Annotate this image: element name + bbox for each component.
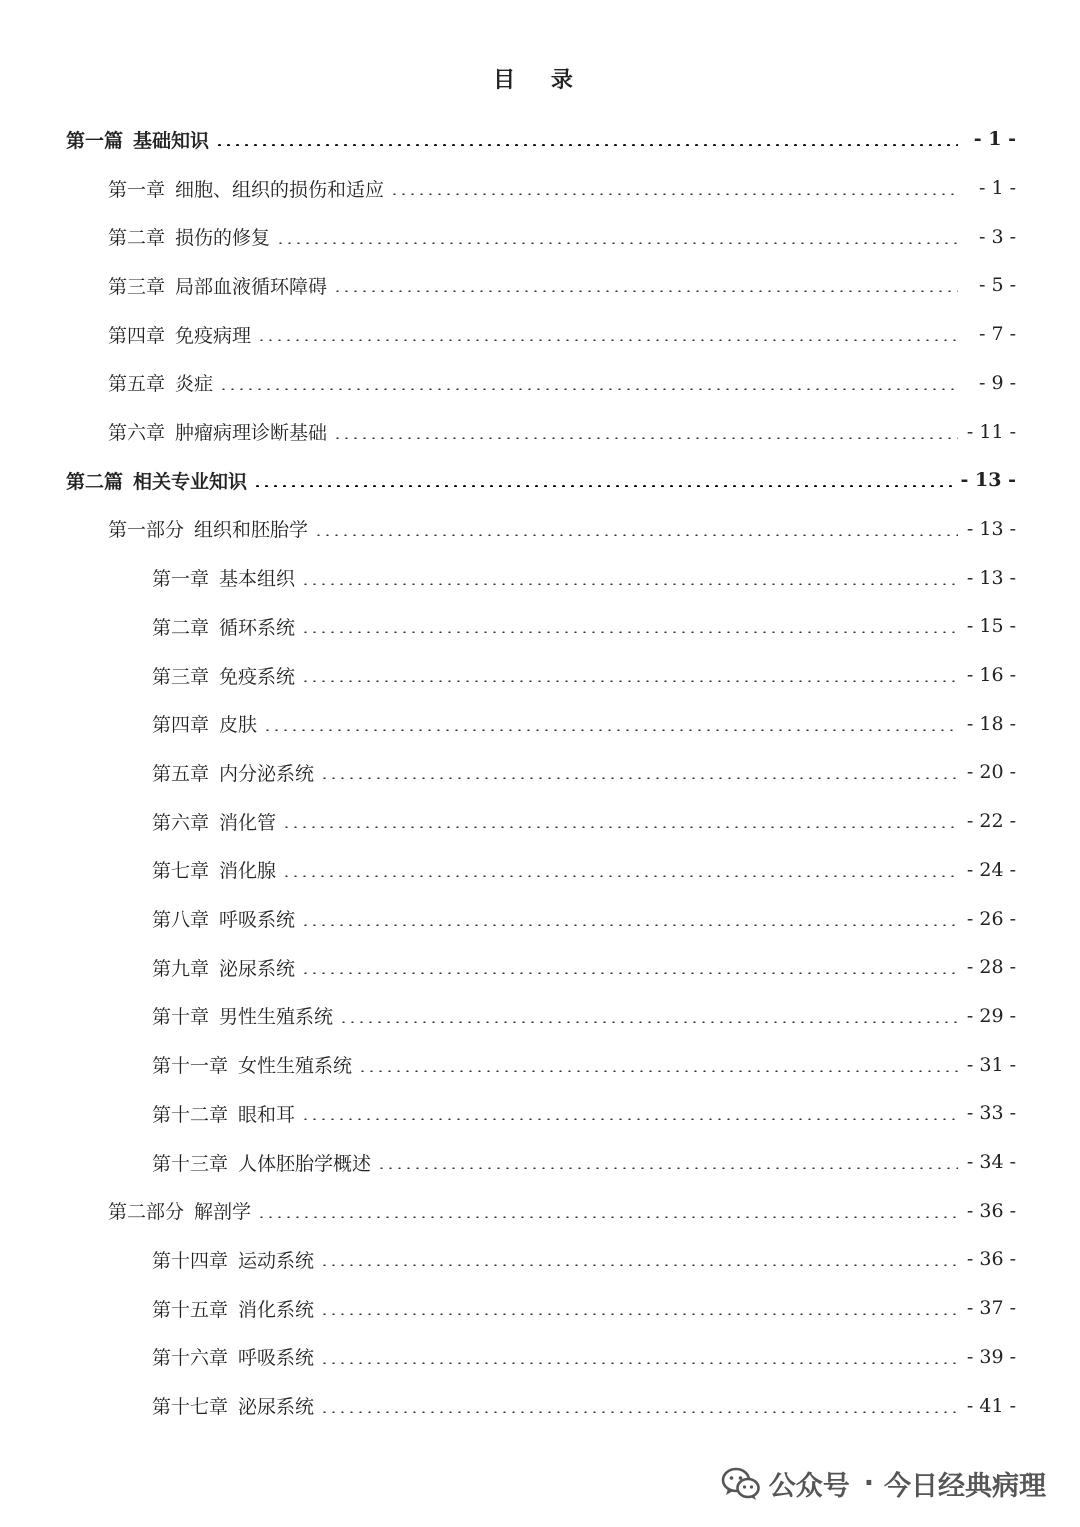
toc-entry-text: 循环系统 — [219, 616, 296, 639]
toc-entry-number: 第八章 — [152, 909, 210, 932]
toc-entry-text: 肿瘤病理诊断基础 — [175, 422, 328, 445]
toc-entry-number: 第十三章 — [152, 1152, 229, 1175]
toc-page-number: - 13 - — [960, 469, 1016, 492]
toc-entry-title — [152, 1100, 295, 1127]
toc-entry-text: 消化系统 — [238, 1298, 315, 1321]
toc-entry-title — [152, 1392, 314, 1419]
dot-leader — [333, 290, 958, 292]
toc-entry-number: 第六章 — [152, 811, 210, 834]
toc-entry[interactable] — [152, 602, 1016, 651]
toc-entry[interactable] — [152, 1040, 1016, 1089]
toc-entry[interactable] — [108, 261, 1016, 310]
toc-page-number: - 20 - — [966, 761, 1016, 784]
toc-entry[interactable] — [66, 115, 1016, 164]
toc-entry-text: 炎症 — [175, 373, 214, 396]
toc-entry-number: 第五章 — [152, 762, 210, 785]
toc-entry-number: 第二部分 — [108, 1201, 185, 1224]
toc-entry-text: 呼吸系统 — [219, 909, 296, 932]
toc-entry-text: 解剖学 — [194, 1201, 252, 1224]
toc-entry-number: 第二章 — [152, 616, 210, 639]
toc-entry-text: 基本组织 — [219, 568, 296, 591]
toc-entry-title — [152, 564, 295, 591]
dot-leader — [253, 485, 955, 487]
toc-entry[interactable] — [152, 1089, 1016, 1138]
toc-page-number: - 15 - — [966, 615, 1016, 638]
toc-entry-title — [152, 1343, 314, 1370]
dot-leader — [320, 1313, 958, 1315]
toc-entry-title — [66, 467, 247, 494]
toc-entry[interactable] — [152, 651, 1016, 700]
toc-entry-text: 眼和耳 — [238, 1103, 296, 1126]
dot-leader — [282, 875, 958, 877]
toc-entry[interactable] — [152, 846, 1016, 895]
toc-page-number: - 28 - — [966, 956, 1016, 979]
dot-leader — [314, 534, 958, 536]
toc-entry-number: 第十一章 — [152, 1055, 229, 1078]
toc-page-number: - 7 - — [978, 323, 1016, 346]
toc-page-number: - 22 - — [966, 810, 1016, 833]
toc-entry-text: 人体胚胎学概述 — [238, 1152, 372, 1175]
dot-leader — [282, 826, 958, 828]
toc-entry-title — [152, 613, 295, 640]
toc-entry-text: 相关专业知识 — [133, 470, 248, 493]
toc-page-number: - 13 - — [966, 566, 1016, 589]
toc-page-number: - 18 - — [966, 712, 1016, 735]
toc-page-number: - 36 - — [966, 1248, 1016, 1271]
dot-leader — [301, 1118, 958, 1120]
toc-page-number: - 1 - — [978, 177, 1016, 200]
dot-leader — [257, 1216, 958, 1218]
dot-leader — [219, 388, 958, 390]
toc-entry-text: 内分泌系统 — [219, 762, 315, 785]
dot-leader — [276, 242, 958, 244]
toc-page-number: - 29 - — [966, 1004, 1016, 1027]
toc-entry-text: 呼吸系统 — [238, 1347, 315, 1370]
watermark-separator: · — [863, 1468, 874, 1499]
toc-entry-title — [152, 1295, 314, 1322]
toc-entry-text: 消化腺 — [219, 860, 277, 883]
toc-page-number: - 31 - — [966, 1053, 1016, 1076]
toc-page-number: - 39 - — [966, 1345, 1016, 1368]
toc-entry-title — [152, 808, 276, 835]
toc-entry-title — [108, 272, 327, 299]
toc-entry-number: 第三章 — [108, 275, 166, 298]
toc-entry-text: 损伤的修复 — [175, 227, 271, 250]
toc-entry-number: 第六章 — [108, 422, 166, 445]
toc-page-number: - 3 - — [978, 225, 1016, 248]
dot-leader — [333, 437, 958, 439]
toc-entry-title — [108, 175, 384, 202]
dot-leader — [320, 1362, 958, 1364]
toc-entry-text: 女性生殖系统 — [238, 1055, 353, 1078]
toc-entry[interactable] — [66, 456, 1016, 505]
toc-entry[interactable] — [108, 1186, 1016, 1235]
dot-leader — [301, 631, 958, 633]
dot-leader — [301, 583, 958, 585]
watermark — [721, 1464, 1046, 1503]
toc-entry-number: 第五章 — [108, 373, 166, 396]
toc-entry-title — [108, 515, 308, 542]
toc-entry-title — [108, 418, 327, 445]
toc-entry-title — [152, 905, 295, 932]
toc-page-number: - 34 - — [966, 1151, 1016, 1174]
toc-entry-title — [152, 1002, 333, 1029]
dot-leader — [390, 193, 958, 195]
watermark-account: 今日经典病理 — [884, 1471, 1046, 1502]
toc-entry-text: 皮肤 — [219, 714, 258, 737]
toc-entry[interactable] — [152, 1381, 1016, 1430]
dot-leader — [257, 339, 958, 341]
toc-entry-number: 第十六章 — [152, 1347, 229, 1370]
toc-entry-title — [152, 1051, 352, 1078]
toc-entry-number: 第九章 — [152, 957, 210, 980]
toc-entry-number: 第二章 — [108, 227, 166, 250]
toc-page-number: - 1 - — [973, 128, 1016, 151]
dot-leader — [301, 680, 958, 682]
toc-entry-number: 第十七章 — [152, 1396, 229, 1419]
page-title: 目 录 — [493, 67, 587, 93]
toc-entry-title — [152, 710, 257, 737]
toc-page-number: - 36 - — [966, 1199, 1016, 1222]
toc-entry[interactable] — [152, 894, 1016, 943]
toc-entry-number: 第一篇 — [66, 129, 124, 152]
toc-entry-number: 第二篇 — [66, 470, 124, 493]
toc-entry-number: 第七章 — [152, 860, 210, 883]
toc-page-number: - 16 - — [966, 664, 1016, 687]
wechat-icon — [721, 1467, 761, 1501]
toc-entry-title — [108, 321, 251, 348]
toc-entry[interactable] — [108, 212, 1016, 261]
toc-entry-number: 第四章 — [152, 714, 210, 737]
toc-entry[interactable] — [152, 992, 1016, 1041]
toc-entry-title — [152, 662, 295, 689]
toc-entry-number: 第十章 — [152, 1006, 210, 1029]
toc-entry-text: 泌尿系统 — [238, 1396, 315, 1419]
toc-entry[interactable] — [108, 310, 1016, 359]
toc-entry[interactable] — [108, 505, 1016, 554]
toc-entry-number: 第十五章 — [152, 1298, 229, 1321]
toc-entry-text: 组织和胚胎学 — [194, 519, 309, 542]
dot-leader — [320, 777, 958, 779]
toc-entry-title — [152, 759, 314, 786]
toc-entry[interactable] — [152, 748, 1016, 797]
toc-page-number: - 26 - — [966, 907, 1016, 930]
toc-entry-number: 第十二章 — [152, 1103, 229, 1126]
toc-entry-text: 男性生殖系统 — [219, 1006, 334, 1029]
toc-entry-title — [108, 369, 213, 396]
toc-entry[interactable] — [152, 1138, 1016, 1187]
toc-entry[interactable] — [108, 359, 1016, 408]
toc-entry-text: 消化管 — [219, 811, 277, 834]
toc-entry[interactable] — [152, 1235, 1016, 1284]
toc-entry-title — [66, 126, 209, 153]
dot-leader — [301, 924, 958, 926]
toc-entry[interactable] — [152, 553, 1016, 602]
toc-entry-number: 第十四章 — [152, 1249, 229, 1272]
toc-entry-number: 第一部分 — [108, 519, 185, 542]
toc-entry[interactable] — [152, 1284, 1016, 1333]
dot-leader — [215, 144, 958, 146]
toc-entry-text: 基础知识 — [133, 129, 210, 152]
toc-entry[interactable] — [152, 943, 1016, 992]
toc-page-number: - 41 - — [966, 1394, 1016, 1417]
dot-leader — [263, 729, 958, 731]
dot-leader — [320, 1264, 958, 1266]
toc-entry-text: 免疫病理 — [175, 324, 252, 347]
toc-entry[interactable] — [152, 797, 1016, 846]
toc-entry-title — [152, 1246, 314, 1273]
dot-leader — [339, 1021, 958, 1023]
toc-entry[interactable] — [108, 407, 1016, 456]
toc-page-number: - 24 - — [966, 858, 1016, 881]
toc-entry-title — [152, 856, 276, 883]
toc-entry-title — [108, 1197, 251, 1224]
dot-leader — [301, 972, 958, 974]
toc-entry-title — [152, 954, 295, 981]
toc-entry-title — [152, 1149, 371, 1176]
toc-entry[interactable] — [152, 1333, 1016, 1382]
toc-page-number: - 33 - — [966, 1102, 1016, 1125]
toc-page-number: - 11 - — [966, 420, 1016, 443]
toc-page-number: - 9 - — [978, 371, 1016, 394]
toc-entry-text: 细胞、组织的损伤和适应 — [175, 178, 385, 201]
toc-entry-text: 局部血液循环障碍 — [175, 275, 328, 298]
toc-page-number: - 13 - — [966, 517, 1016, 540]
toc-entry-number: 第一章 — [152, 568, 210, 591]
toc-entry-text: 运动系统 — [238, 1249, 315, 1272]
toc-entry[interactable] — [108, 164, 1016, 213]
watermark-label: 公众号 — [768, 1471, 850, 1502]
toc-entry-title — [108, 223, 270, 250]
toc-entry-number: 第一章 — [108, 178, 166, 201]
toc-entry-text: 免疫系统 — [219, 665, 296, 688]
toc-entry-number: 第四章 — [108, 324, 166, 347]
toc-entry-text: 泌尿系统 — [219, 957, 296, 980]
dot-leader — [320, 1411, 958, 1413]
toc-page-number: - 5 - — [978, 274, 1016, 297]
dot-leader — [377, 1167, 958, 1169]
toc-page-number: - 37 - — [966, 1297, 1016, 1320]
toc-entry-number: 第三章 — [152, 665, 210, 688]
dot-leader — [358, 1070, 958, 1072]
toc-entry[interactable] — [152, 699, 1016, 748]
